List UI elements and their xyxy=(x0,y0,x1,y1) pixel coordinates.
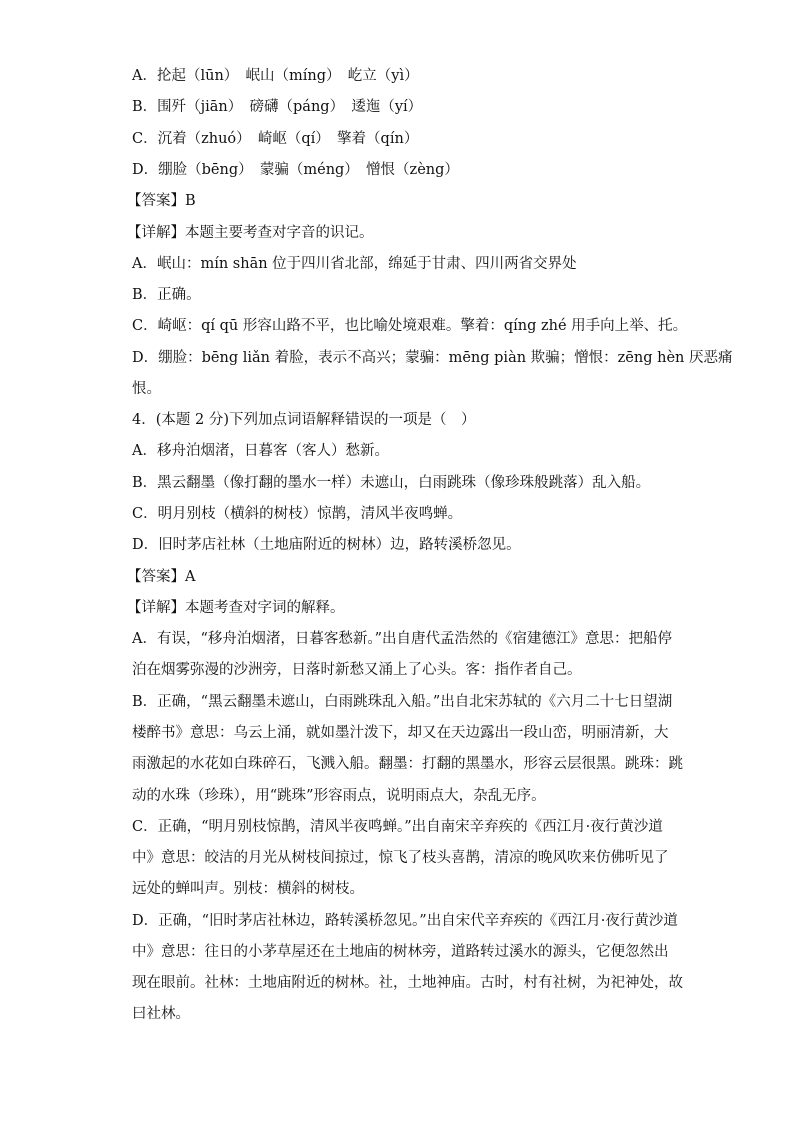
q3-option-a: A．抡起（lūn） 岷山（míng） 屹立（yì） xyxy=(132,68,419,84)
q3-explanation-a: A．岷山：mín shān 位于四川省北部，绵延于甘肃、四川两省交界处 xyxy=(132,256,577,272)
q4-explanation-d-cont1: 中》意思：往日的小茅草屋还在土地庙的树林旁，道路转过溪水的源头，它便忽然出 xyxy=(132,944,669,960)
q4-explanation-a-cont: 泊在烟雾弥漫的沙洲旁，日落时新愁又涌上了心头。客：指作者自己。 xyxy=(132,662,582,678)
q4-option-c: C．明月别枝（横斜的树枝）惊鹊，清风半夜鸣蝉。 xyxy=(132,506,463,522)
q4-explanation-b-cont1: 楼醉书》意思：乌云上涌，就如墨汁泼下，却又在天边露出一段山峦，明丽清新，大 xyxy=(132,725,669,741)
q4-option-d: D．旧时茅店社林（土地庙附近的树林）边，路转溪桥忽见。 xyxy=(132,537,521,553)
q4-explanation-b-cont2: 雨激起的水花如白珠碎石，飞溅入船。翻墨：打翻的黑墨水，形容云层很黑。跳珠：跳 xyxy=(132,756,683,772)
q3-option-c: C．沉着（zhuó） 崎岖（qí） 擎着（qín） xyxy=(132,131,419,147)
q4-explanation-b-cont3: 动的水珠（珍珠），用“跳珠”形容雨点，说明雨点大，杂乱无序。 xyxy=(132,788,546,804)
q3-explanation-heading: 【详解】本题主要考查对字音的识记。 xyxy=(127,225,374,241)
q3-option-d: D．绷脸（bēng） 蒙骗（méng） 憎恨（zèng） xyxy=(132,162,459,178)
q4-explanation-b: B．正确，“黑云翻墨未遮山，白雨跳珠乱入船。”出自北宋苏轼的《六月二十七日望湖 xyxy=(132,694,673,710)
q4-answer: 【答案】A xyxy=(127,569,196,585)
q4-explanation-a: A．有误，“移舟泊烟渚，日暮客愁新。”出自唐代孟浩然的《宿建德江》意思：把船停 xyxy=(132,631,673,647)
q4-explanation-c: C．正确，“明月别枝惊鹊，清风半夜鸣蝉。”出自南宋辛弃疾的《西江月·夜行黄沙道 xyxy=(132,819,663,835)
q4-option-a: A．移舟泊烟渚，日暮客（客人）愁新。 xyxy=(132,443,389,459)
q4-explanation-heading: 【详解】本题考查对字词的解释。 xyxy=(127,600,345,616)
q4-explanation-c-cont2: 远处的蝉叫声。别枝：横斜的树枝。 xyxy=(132,881,364,897)
q4-explanation-d: D．正确，“旧时茅店社林边，路转溪桥忽见。”出自宋代辛弃疾的《西江月·夜行黄沙道 xyxy=(132,913,678,929)
q3-explanation-b: B．正确。 xyxy=(132,287,201,303)
q4-explanation-d-cont3: 曰社林。 xyxy=(132,1006,190,1022)
q3-explanation-c: C．崎岖：qí qū 形容山路不平，也比喻处境艰难。擎着：qíng zhé 用手向上举、托。 xyxy=(132,318,688,334)
q3-explanation-d: D．绷脸：bēng liǎn 着脸，表示不高兴；蒙骗：mēng piàn 欺骗；憎恨：zēng hèn 厌恶痛 xyxy=(132,350,733,366)
q4-option-b: B．黑云翻墨（像打翻的墨水一样）未遮山，白雨跳珠（像珍珠般跳落）乱入船。 xyxy=(132,475,651,491)
q4-explanation-c-cont1: 中》意思：皎洁的月光从树枝间掠过，惊飞了枝头喜鹊，清凉的晚风吹来仿佛听见了 xyxy=(132,850,669,866)
q4-explanation-d-cont2: 现在眼前。社林：土地庙附近的树林。社，土地神庙。古时，村有社树，为祀神处，故 xyxy=(132,975,683,991)
q4-stem: 4．(本题 2 分)下列加点词语解释错误的一项是（ ） xyxy=(132,412,476,428)
q3-answer: 【答案】B xyxy=(127,193,196,209)
q3-option-b: B．围歼（jiān） 磅礴（páng） 逶迤（yí） xyxy=(132,99,423,115)
q3-explanation-d-cont: 恨。 xyxy=(132,381,161,397)
